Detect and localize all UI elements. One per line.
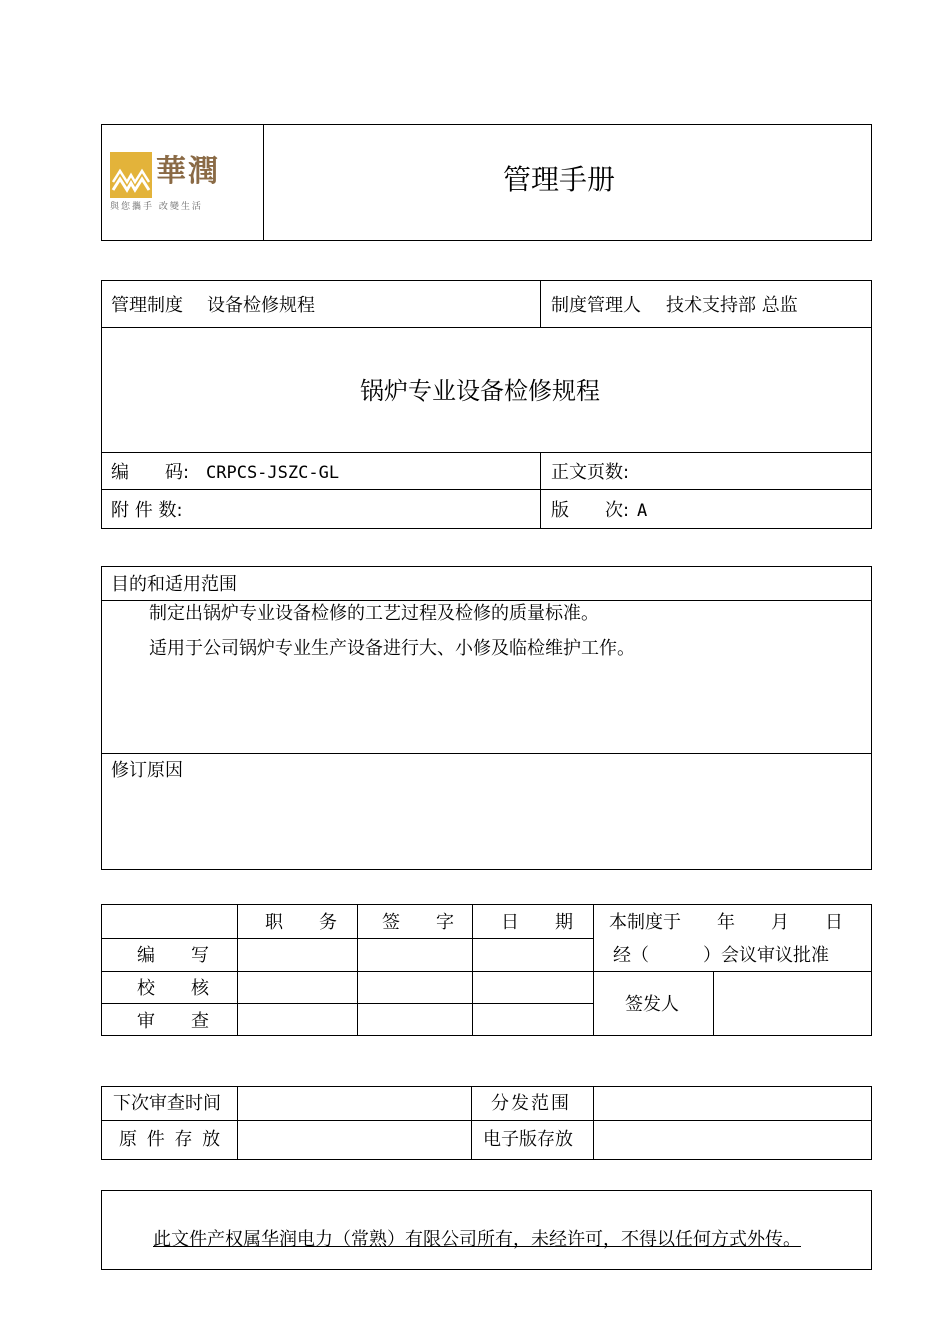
logo-mark-icon — [110, 152, 152, 198]
next-review-label: 下次审查时间 — [113, 1093, 221, 1114]
approval-line-1 — [101, 938, 593, 939]
purpose-line-1 — [101, 600, 872, 601]
code-value: CRPCS-JSZC-GL — [206, 463, 340, 483]
logo-text: 華潤 — [156, 154, 220, 189]
copyright-notice: 此文件产权属华润电力（常熟）有限公司所有，未经许可，不得以任何方式外传。 — [153, 1229, 801, 1250]
header-divider — [263, 124, 264, 241]
revision-heading: 修订原因 — [111, 760, 183, 781]
col-date: 日 期 — [501, 912, 573, 933]
col-sign: 签 字 — [382, 912, 454, 933]
version-value: A — [637, 501, 648, 521]
company-logo — [110, 150, 240, 216]
approval-col-1 — [237, 904, 238, 1036]
owner-label: 制度管理人 — [551, 295, 641, 316]
info-line-1 — [101, 327, 872, 328]
distribution-col-2 — [471, 1086, 472, 1160]
info-divider-top — [540, 280, 541, 327]
approval-col-3 — [472, 904, 473, 1036]
code-label: 编 码: — [111, 462, 190, 483]
document-title: 锅炉专业设备检修规程 — [360, 377, 600, 405]
approved-line-1: 本制度于 年 月 日 — [609, 912, 843, 933]
version-label: 版 次: — [551, 500, 630, 521]
purpose-line-2 — [101, 753, 872, 754]
manual-title: 管理手册 — [503, 163, 616, 196]
approved-line-2: 经（ ）会议审议批准 — [613, 945, 829, 966]
col-post: 职 务 — [265, 912, 337, 933]
distribution-line — [101, 1120, 872, 1121]
info-divider-bottom — [540, 452, 541, 529]
purpose-heading: 目的和适用范围 — [111, 574, 237, 595]
distribution-col-3 — [593, 1086, 594, 1160]
info-line-3 — [101, 489, 872, 490]
approval-col-4 — [593, 904, 594, 1036]
approval-line-3 — [101, 1003, 593, 1004]
scope-label: 分发范围 — [491, 1093, 571, 1114]
purpose-line-text-1: 制定出锅炉专业设备检修的工艺过程及检修的质量标准。 — [149, 603, 599, 624]
distribution-col-1 — [237, 1086, 238, 1160]
original-label: 原 件 存 放 — [119, 1129, 223, 1150]
logo-slogan: 與您攜手 改變生活 — [110, 202, 203, 212]
system-label: 管理制度 — [111, 295, 183, 316]
system-value: 设备检修规程 — [207, 295, 315, 316]
approval-col-2 — [357, 904, 358, 1036]
purpose-line-text-2: 适用于公司锅炉专业生产设备进行大、小修及临检维护工作。 — [149, 638, 635, 659]
owner-value: 技术支持部 总监 — [666, 295, 798, 316]
row-review: 审 查 — [137, 1011, 209, 1032]
approval-col-5 — [713, 971, 714, 1036]
issuer-label: 签发人 — [625, 994, 679, 1015]
info-line-2 — [101, 452, 872, 453]
electronic-label: 电子版存放 — [483, 1129, 573, 1150]
row-check: 校 核 — [137, 978, 209, 999]
approval-line-2 — [101, 971, 872, 972]
attach-label: 附 件 数: — [111, 500, 183, 521]
pages-label: 正文页数: — [551, 462, 630, 483]
row-write: 编 写 — [137, 945, 209, 966]
